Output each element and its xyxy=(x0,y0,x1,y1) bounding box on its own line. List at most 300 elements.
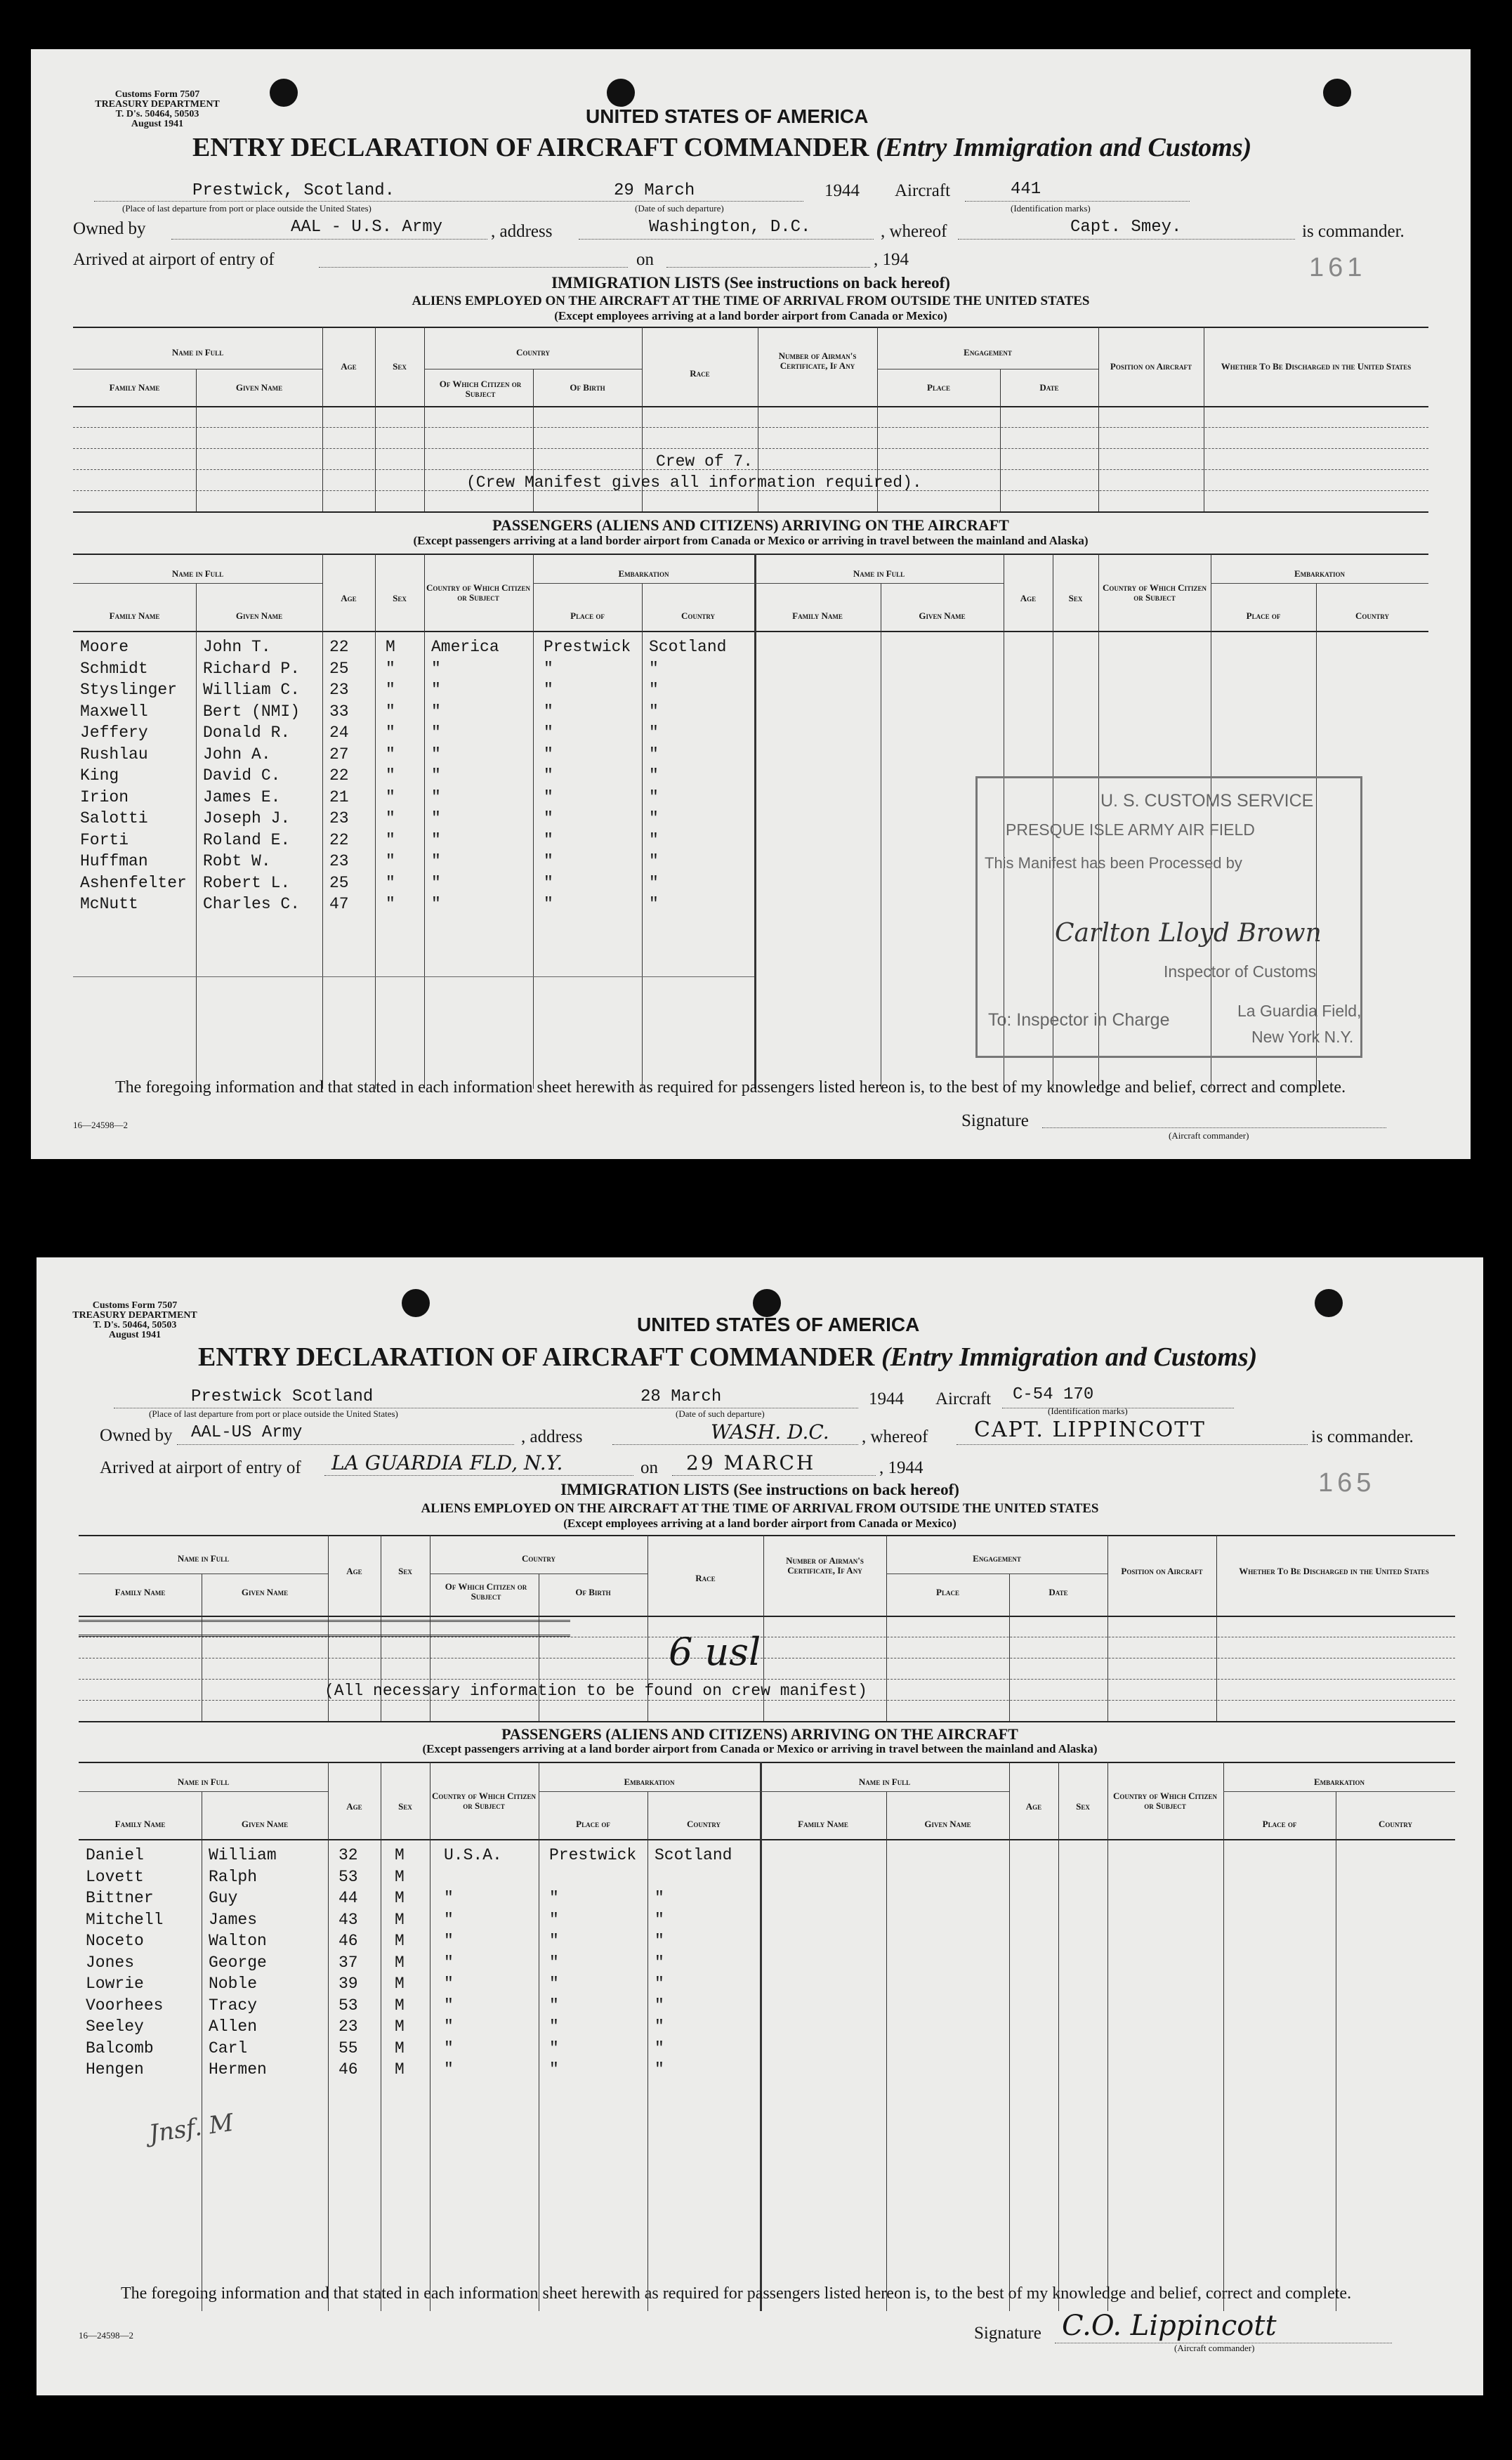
passenger-country: Scotland xyxy=(649,638,727,656)
col-family-name-2: Family Name xyxy=(792,610,843,621)
passenger-family: Lowrie xyxy=(86,1975,144,1993)
col-eng-place: Place xyxy=(936,1587,959,1597)
stamp-line: To: Inspector in Charge xyxy=(988,1010,1170,1030)
punch-hole xyxy=(607,79,635,107)
passenger-sex: " xyxy=(386,809,395,827)
col-country-2: Country xyxy=(1378,1819,1413,1829)
passenger-place: " xyxy=(549,2060,559,2079)
passenger-given: David C. xyxy=(203,766,281,785)
passenger-sex: M xyxy=(395,1846,405,1864)
passenger-family: Daniel xyxy=(86,1846,144,1864)
passenger-age: 22 xyxy=(329,830,349,849)
passenger-given: Donald R. xyxy=(203,724,291,742)
col-country: Country xyxy=(515,347,551,358)
is-commander-label: is commander. xyxy=(1311,1427,1414,1446)
departure-year: 1944 xyxy=(869,1389,904,1408)
form-ref-line: TREASURY DEPARTMENT xyxy=(72,1310,197,1321)
passenger-place: " xyxy=(549,1910,559,1929)
passenger-citizen: " xyxy=(444,1975,454,1993)
col-sex-2: Sex xyxy=(1076,1801,1090,1812)
is-commander-label: is commander. xyxy=(1302,222,1405,241)
passenger-place: " xyxy=(544,787,553,806)
passenger-given: George xyxy=(209,1953,267,1972)
commander-value: CAPT. LIPPINCOTT xyxy=(974,1418,1206,1442)
address-label: , address xyxy=(521,1427,583,1446)
passenger-family: Maxwell xyxy=(80,702,148,721)
passenger-age: 43 xyxy=(338,1910,358,1929)
arrived-year: , 1944 xyxy=(879,1458,923,1477)
inspector-scribble: Jnsf. M xyxy=(147,2108,235,2149)
passenger-age: 39 xyxy=(338,1975,358,1993)
passengers-subtitle: (Except passengers arriving at a land border airport from Canada or Mexico or arriving in travel between the mainland and Alaska) xyxy=(413,534,1089,547)
passenger-family: Bittner xyxy=(86,1889,154,1907)
immigration-title: IMMIGRATION LISTS (See instructions on back hereof) xyxy=(551,274,950,292)
passenger-place: " xyxy=(544,895,553,913)
passenger-family: Salotti xyxy=(80,809,148,827)
col-place-of: Place of xyxy=(576,1819,610,1829)
passenger-citizen: " xyxy=(431,766,441,785)
passenger-country: " xyxy=(655,2039,664,2057)
aliens-subtitle: (Except employees arriving at a land border airport from Canada or Mexico) xyxy=(554,309,947,322)
stamp-line: La Guardia Field, xyxy=(1237,1002,1362,1020)
passenger-family: Schmidt xyxy=(80,659,148,678)
passengers-title: PASSENGERS (ALIENS AND CITIZENS) ARRIVING ON THE AIRCRAFT xyxy=(492,516,1009,534)
passenger-country: " xyxy=(655,1889,664,1907)
address-value: Washington, D.C. xyxy=(649,218,811,237)
passenger-family: Ashenfelter xyxy=(80,873,187,892)
passenger-place: " xyxy=(544,809,553,827)
col-name-in-full: Name in Full xyxy=(171,347,224,358)
col-embarkation: Embarkation xyxy=(624,1777,675,1787)
date-caption: (Date of such departure) xyxy=(635,203,724,214)
arrived-year: , 194 xyxy=(874,250,909,269)
col-age: Age xyxy=(346,1566,362,1576)
col-of-birth: Of Birth xyxy=(575,1587,611,1597)
form-title-main: ENTRY DECLARATION OF AIRCRAFT COMMANDER xyxy=(198,1342,875,1372)
form-title-sub: (Entry Immigration and Customs) xyxy=(881,1342,1258,1372)
owned-by-value: AAL - U.S. Army xyxy=(291,218,443,237)
passenger-citizen: " xyxy=(431,895,441,913)
address-label: , address xyxy=(491,222,553,241)
col-race: Race xyxy=(690,368,710,379)
passenger-place: Prestwick xyxy=(544,638,631,656)
passenger-sex: M xyxy=(395,2039,405,2057)
stamp-line: New York N.Y. xyxy=(1251,1028,1354,1046)
passenger-family: Forti xyxy=(80,830,129,849)
passenger-citizen: " xyxy=(431,702,441,721)
col-sex: Sex xyxy=(398,1801,412,1812)
place-caption: (Place of last departure from port or place outside the United States) xyxy=(122,203,372,214)
passenger-place: " xyxy=(544,873,553,892)
passenger-sex: M xyxy=(395,1953,405,1972)
passenger-given: Noble xyxy=(209,1975,258,1993)
address-value: WASH. D.C. xyxy=(711,1420,829,1444)
passenger-country: " xyxy=(649,895,659,913)
aircraft-id: 441 xyxy=(1011,180,1041,199)
passenger-age: 22 xyxy=(329,766,349,785)
form-ref-line: T. D's. 50464, 50503 xyxy=(115,109,199,119)
passenger-family: Rushlau xyxy=(80,745,148,764)
form-ref-line: TREASURY DEPARTMENT xyxy=(95,99,220,110)
col-embarkation-2: Embarkation xyxy=(1313,1777,1365,1787)
passenger-age: 47 xyxy=(329,895,349,913)
col-citizen-of: Of Which Citizen or Subject xyxy=(439,379,522,399)
passenger-sex: " xyxy=(386,766,395,785)
col-eng-place: Place xyxy=(927,382,950,393)
passenger-sex: M xyxy=(395,2017,405,2036)
passenger-age: 23 xyxy=(329,852,349,870)
immigration-title: IMMIGRATION LISTS (See instructions on back hereof) xyxy=(560,1481,959,1498)
col-airman-cert: Number of Airman's Certificate, If Any xyxy=(778,351,857,371)
form-ref-line: Customs Form 7507 xyxy=(92,1300,178,1311)
passenger-place: " xyxy=(549,1889,559,1907)
passenger-sex: M xyxy=(386,638,395,656)
passenger-age: 25 xyxy=(329,659,349,678)
passenger-family: Moore xyxy=(80,638,129,656)
signature-caption: (Aircraft commander) xyxy=(1169,1130,1249,1141)
passenger-citizen: " xyxy=(444,1932,454,1950)
passenger-age: 21 xyxy=(329,787,349,806)
passenger-given: Bert (NMI) xyxy=(203,702,301,721)
passenger-place: " xyxy=(544,724,553,742)
passenger-age: 23 xyxy=(338,2017,358,2036)
passenger-citizen: " xyxy=(431,787,441,806)
departure-place: Prestwick, Scotland. xyxy=(192,181,395,200)
passenger-citizen: " xyxy=(431,745,441,764)
passenger-sex: M xyxy=(395,1932,405,1950)
passenger-sex: " xyxy=(386,873,395,892)
passenger-place: " xyxy=(549,2039,559,2057)
col-engagement: Engagement xyxy=(973,1553,1021,1564)
form-title xyxy=(192,132,1251,163)
place-caption: (Place of last departure from port or place outside the United States) xyxy=(149,1408,398,1419)
col-place-of-2: Place of xyxy=(1246,610,1281,621)
passenger-family: Balcomb xyxy=(86,2039,154,2057)
country-heading: UNITED STATES OF AMERICA xyxy=(637,1314,920,1335)
passenger-given: James E. xyxy=(203,787,281,806)
passenger-given: James xyxy=(209,1910,258,1929)
stamp-line: PRESQUE ISLE ARMY AIR FIELD xyxy=(1006,820,1255,839)
col-sex: Sex xyxy=(393,593,407,603)
passenger-country: " xyxy=(655,1932,664,1950)
passenger-family: McNutt xyxy=(80,895,138,913)
col-sex: Sex xyxy=(398,1566,412,1576)
passenger-sex: M xyxy=(395,1996,405,2015)
col-family-name: Family Name xyxy=(114,1819,166,1829)
aliens-subtitle: (Except employees arriving at a land border airport from Canada or Mexico) xyxy=(563,1517,956,1530)
passenger-citizen: " xyxy=(444,1953,454,1972)
col-place-of-2: Place of xyxy=(1262,1819,1297,1829)
passenger-age: 53 xyxy=(338,1996,358,2015)
col-country-citizen: Country of Which Citizen or Subject xyxy=(432,1791,536,1811)
col-age-2: Age xyxy=(1020,593,1037,603)
passenger-family: Jeffery xyxy=(80,724,148,742)
aliens-title: ALIENS EMPLOYED ON THE AIRCRAFT AT THE TIME OF ARRIVAL FROM OUTSIDE THE UNITED STATES xyxy=(412,294,1090,308)
passenger-age: 53 xyxy=(338,1867,358,1886)
departure-place: Prestwick Scotland xyxy=(191,1387,374,1406)
arrived-date-value: 29 MARCH xyxy=(686,1451,816,1474)
passenger-citizen: " xyxy=(444,2039,454,2057)
signature-label: Signature xyxy=(961,1111,1029,1130)
passengers-subtitle: (Except passengers arriving at a land border airport from Canada or Mexico or arriving in travel between the mainland and Alaska) xyxy=(422,1742,1098,1755)
col-of-birth: Of Birth xyxy=(570,382,605,393)
passenger-sex: " xyxy=(386,787,395,806)
col-embarkation-2: Embarkation xyxy=(1294,568,1345,579)
arrived-on-label: on xyxy=(636,250,654,269)
passenger-citizen: " xyxy=(444,1910,454,1929)
owned-by-label: Owned by xyxy=(100,1426,173,1445)
passenger-country: " xyxy=(649,745,659,764)
passenger-citizen: " xyxy=(444,1996,454,2015)
passenger-given: John A. xyxy=(203,745,271,764)
col-age-2: Age xyxy=(1025,1801,1042,1812)
col-age: Age xyxy=(341,361,357,372)
commander-value: Capt. Smey. xyxy=(1070,218,1182,237)
col-name-in-full: Name in Full xyxy=(177,1553,230,1564)
passenger-country: Scotland xyxy=(655,1846,732,1864)
date-caption: (Date of such departure) xyxy=(676,1408,765,1419)
col-country: Country xyxy=(686,1819,721,1829)
passenger-age: 27 xyxy=(329,745,349,764)
form-title-main: ENTRY DECLARATION OF AIRCRAFT COMMANDER xyxy=(192,133,869,162)
passenger-country: " xyxy=(655,2060,664,2079)
passenger-sex: " xyxy=(386,681,395,699)
passenger-family: Noceto xyxy=(86,1932,144,1950)
signature-label: Signature xyxy=(974,2324,1041,2343)
whereof-label: , whereof xyxy=(881,222,947,241)
customs-stamp xyxy=(975,776,1362,1058)
passenger-country: " xyxy=(655,1996,664,2015)
passenger-place: " xyxy=(544,745,553,764)
passenger-family: Lovett xyxy=(86,1867,144,1886)
col-given-name: Given Name xyxy=(235,610,283,621)
passenger-sex: M xyxy=(395,2060,405,2079)
form-ref-line: August 1941 xyxy=(131,119,184,129)
passenger-given: Robert L. xyxy=(203,873,291,892)
commander-signature: C.O. Lippincott xyxy=(1062,2310,1277,2342)
passenger-given: William C. xyxy=(203,681,301,699)
passenger-sex: M xyxy=(395,1910,405,1929)
side-number: 161 xyxy=(1309,253,1367,282)
passenger-place: " xyxy=(544,681,553,699)
passenger-family: Mitchell xyxy=(86,1910,164,1929)
col-given-name: Given Name xyxy=(241,1819,289,1829)
passenger-place: Prestwick xyxy=(549,1846,637,1864)
passenger-country: " xyxy=(655,1910,664,1929)
aliens-title: ALIENS EMPLOYED ON THE AIRCRAFT AT THE TIME OF ARRIVAL FROM OUTSIDE THE UNITED STATES xyxy=(421,1501,1099,1516)
signature-caption: (Aircraft commander) xyxy=(1174,2343,1255,2353)
aircraft-label: Aircraft xyxy=(935,1389,992,1408)
col-discharged: Whether To Be Discharged in the United States xyxy=(1221,361,1412,372)
passenger-age: 44 xyxy=(338,1889,358,1907)
passenger-country: " xyxy=(649,830,659,849)
passenger-sex: M xyxy=(395,1867,405,1886)
col-family-name-2: Family Name xyxy=(798,1819,848,1829)
col-age: Age xyxy=(341,593,357,603)
col-name-in-full-2: Name in Full xyxy=(858,1777,911,1787)
passenger-given: Tracy xyxy=(209,1996,258,2015)
passenger-country: " xyxy=(649,809,659,827)
departure-date: 29 March xyxy=(614,181,695,200)
col-citizen-of: Of Which Citizen or Subject xyxy=(445,1581,527,1602)
col-engagement: Engagement xyxy=(964,347,1012,358)
passenger-citizen: " xyxy=(431,681,441,699)
departure-date: 28 March xyxy=(640,1387,722,1406)
stamp-line: Inspector of Customs xyxy=(1164,962,1317,981)
passenger-place: " xyxy=(544,702,553,721)
col-given-name: Given Name xyxy=(241,1587,289,1597)
passenger-country: " xyxy=(649,873,659,892)
col-position: Position on Aircraft xyxy=(1110,361,1192,372)
punch-hole xyxy=(1323,79,1351,107)
col-country: Country xyxy=(681,610,716,621)
passenger-citizen: America xyxy=(431,638,499,656)
passenger-family: Seeley xyxy=(86,2017,144,2036)
passenger-place: " xyxy=(544,659,553,678)
col-position: Position on Aircraft xyxy=(1121,1566,1203,1576)
certification-text: The foregoing information and that stated in each information sheet herewith as required for passengers listed hereon is, to the best of my knowledge and belief, correct and complete. xyxy=(121,2284,1352,2303)
form-number: 16—24598—2 xyxy=(73,1120,128,1130)
passenger-age: 24 xyxy=(329,724,349,742)
owned-by-value: AAL-US Army xyxy=(191,1423,303,1442)
passenger-age: 23 xyxy=(329,809,349,827)
form-ref-line: Customs Form 7507 xyxy=(114,89,200,100)
punch-hole xyxy=(753,1289,781,1317)
passenger-age: 22 xyxy=(329,638,349,656)
col-embarkation: Embarkation xyxy=(618,568,669,579)
ident-caption: (Identification marks) xyxy=(1048,1406,1128,1416)
form-reference xyxy=(80,90,235,129)
col-race: Race xyxy=(695,1573,716,1583)
departure-year: 1944 xyxy=(824,181,860,200)
passenger-place: " xyxy=(549,1953,559,1972)
punch-hole xyxy=(402,1289,430,1317)
passenger-given: Richard P. xyxy=(203,659,301,678)
form-title-sub: (Entry Immigration and Customs) xyxy=(875,133,1252,162)
col-discharged: Whether To Be Discharged in the United States xyxy=(1239,1566,1429,1576)
passenger-place: " xyxy=(549,2017,559,2036)
passenger-given: Roland E. xyxy=(203,830,291,849)
owned-by-label: Owned by xyxy=(73,219,146,238)
passenger-given: Hermen xyxy=(209,2060,267,2079)
col-name-in-full: Name in Full xyxy=(171,568,224,579)
aircraft-id: C-54 170 xyxy=(1013,1385,1094,1404)
passenger-given: Ralph xyxy=(209,1867,258,1886)
arrived-label: Arrived at airport of entry of xyxy=(100,1458,301,1477)
passenger-country: " xyxy=(649,724,659,742)
struck-out-row xyxy=(79,1620,570,1637)
whereof-label: , whereof xyxy=(862,1427,928,1446)
col-given-name: Given Name xyxy=(235,382,283,393)
crew-count-handwritten: 6 usl xyxy=(669,1630,761,1674)
col-family-name: Family Name xyxy=(109,610,160,621)
entry-declaration-form-1 xyxy=(31,49,1471,1159)
passenger-place: " xyxy=(544,852,553,870)
country-heading: UNITED STATES OF AMERICA xyxy=(586,105,869,127)
passenger-citizen: U.S.A. xyxy=(444,1846,502,1864)
col-given-name-2: Given Name xyxy=(924,1819,971,1829)
passenger-citizen: " xyxy=(444,2017,454,2036)
passenger-given: William xyxy=(209,1846,277,1864)
passenger-citizen: " xyxy=(444,1889,454,1907)
col-given-name-2: Given Name xyxy=(919,610,966,621)
passenger-country: " xyxy=(649,766,659,785)
arrived-at-value: LA GUARDIA FLD, N.Y. xyxy=(331,1451,563,1474)
form-title xyxy=(198,1342,1257,1373)
col-family-name: Family Name xyxy=(109,382,160,393)
passenger-country: " xyxy=(649,787,659,806)
passenger-sex: " xyxy=(386,702,395,721)
passenger-sex: M xyxy=(395,1975,405,1993)
passenger-family: Voorhees xyxy=(86,1996,164,2015)
col-eng-date: Date xyxy=(1039,382,1059,393)
stamp-line: U. S. CUSTOMS SERVICE xyxy=(1100,791,1314,811)
col-name-in-full: Name in Full xyxy=(177,1777,230,1787)
passenger-country: " xyxy=(649,659,659,678)
passenger-age: 33 xyxy=(329,702,349,721)
entry-declaration-form-2 xyxy=(37,1257,1483,2395)
passenger-citizen: " xyxy=(431,809,441,827)
arrived-on-label: on xyxy=(640,1458,658,1477)
col-country-citizen-2: Country of Which Citizen or Subject xyxy=(1113,1791,1217,1811)
crew-note: Crew of 7. xyxy=(656,452,754,471)
passenger-given: Allen xyxy=(209,2017,258,2036)
passenger-citizen: " xyxy=(431,724,441,742)
passenger-citizen: " xyxy=(444,2060,454,2079)
passenger-age: 25 xyxy=(329,873,349,892)
certification-text: The foregoing information and that stated in each information sheet herewith as required for passengers listed hereon is, to the best of my knowledge and belief, correct and complete. xyxy=(115,1078,1346,1097)
passenger-country: " xyxy=(655,2017,664,2036)
stamp-line: This Manifest has been Processed by xyxy=(985,854,1242,872)
passenger-sex: " xyxy=(386,745,395,764)
passenger-given: Joseph J. xyxy=(203,809,291,827)
passenger-citizen: " xyxy=(431,830,441,849)
passenger-place: " xyxy=(549,1932,559,1950)
passenger-given: Carl xyxy=(209,2039,248,2057)
passenger-sex: " xyxy=(386,659,395,678)
passenger-country: " xyxy=(649,702,659,721)
passenger-sex: M xyxy=(395,1889,405,1907)
col-place-of: Place of xyxy=(570,610,605,621)
passenger-age: 46 xyxy=(338,2060,358,2079)
form-number: 16—24598—2 xyxy=(79,2330,133,2341)
passenger-citizen: " xyxy=(431,852,441,870)
col-country-citizen: Country of Which Citizen or Subject xyxy=(426,582,530,603)
punch-hole xyxy=(270,79,298,107)
passenger-family: Hengen xyxy=(86,2060,144,2079)
passenger-age: 55 xyxy=(338,2039,358,2057)
col-airman-cert: Number of Airman's Certificate, If Any xyxy=(786,1555,864,1576)
passenger-age: 23 xyxy=(329,681,349,699)
arrived-label: Arrived at airport of entry of xyxy=(73,250,275,269)
form-ref-line: T. D's. 50464, 50503 xyxy=(93,1320,177,1330)
col-sex-2: Sex xyxy=(1068,593,1083,603)
side-number: 165 xyxy=(1318,1468,1376,1498)
passenger-sex: " xyxy=(386,724,395,742)
form-ref-line: August 1941 xyxy=(108,1330,162,1340)
passenger-country: " xyxy=(649,681,659,699)
punch-hole xyxy=(1315,1289,1343,1317)
passenger-given: Robt W. xyxy=(203,852,271,870)
crew-note: (All necessary information to be found on crew manifest) xyxy=(324,1682,867,1700)
aircraft-label: Aircraft xyxy=(895,181,951,200)
passenger-age: 32 xyxy=(338,1846,358,1864)
passenger-family: Jones xyxy=(86,1953,135,1972)
passenger-country: " xyxy=(649,852,659,870)
col-age: Age xyxy=(346,1801,362,1812)
col-country-2: Country xyxy=(1355,610,1390,621)
passenger-given: Charles C. xyxy=(203,895,301,913)
